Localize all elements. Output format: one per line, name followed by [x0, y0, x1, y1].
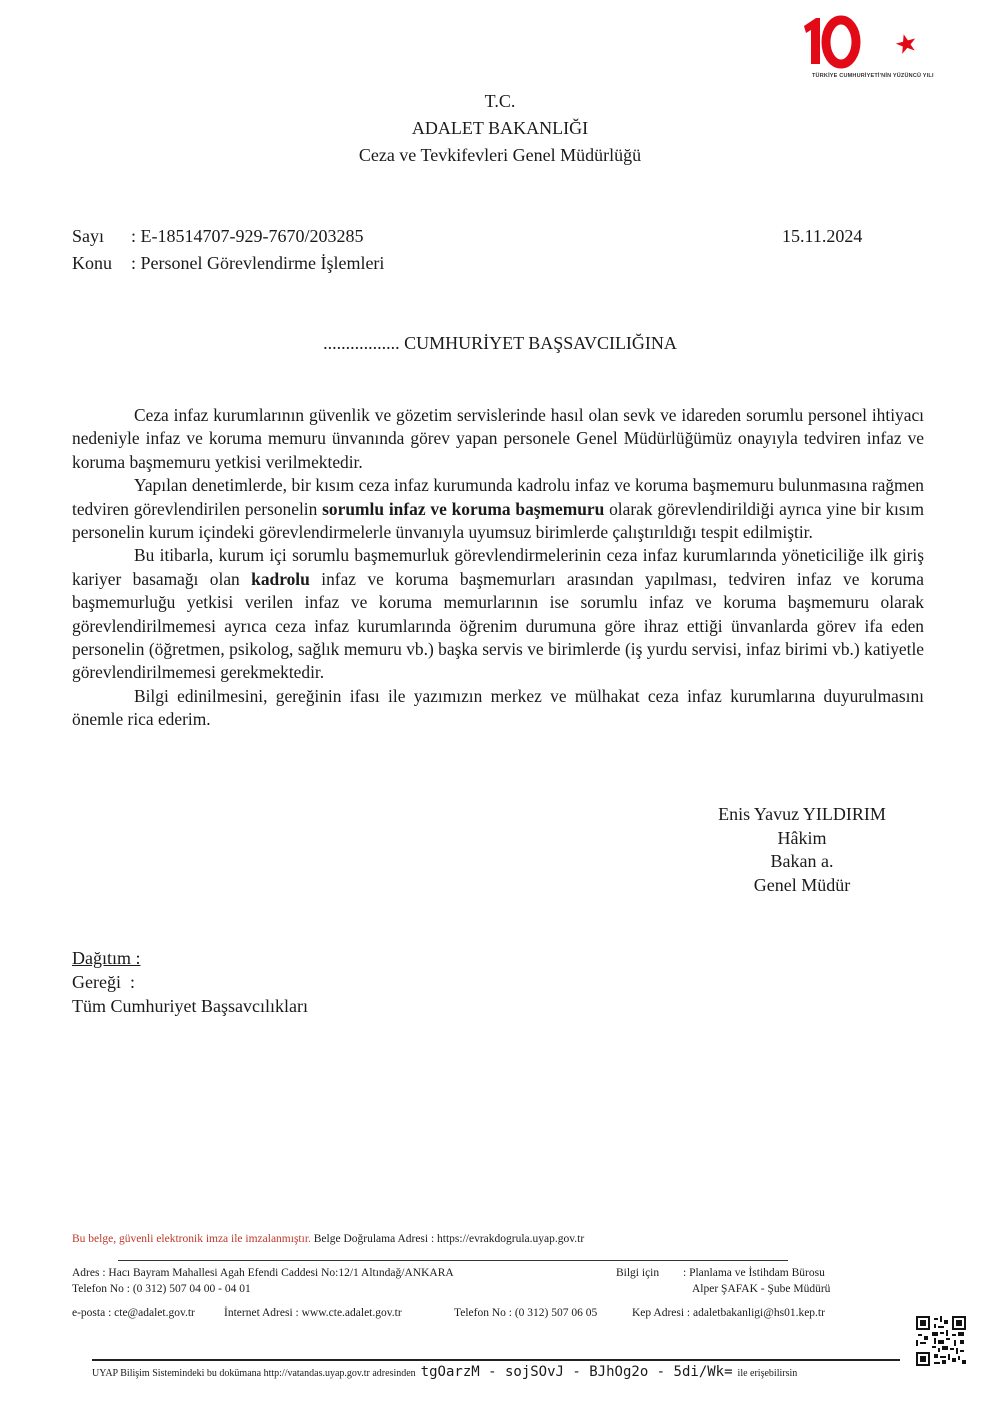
footer-internet[interactable]: İnternet Adresi : www.cte.adalet.gov.tr [224, 1307, 402, 1319]
paragraph-4: Bilgi edinilmesini, gereğinin ifası ile yazımızın merkez ve mülhakat ceza infaz kurumlarına duyurulmasını önemle rica ederim. [72, 685, 924, 730]
bottom-divider [92, 1359, 900, 1361]
footer-kep[interactable]: Kep Adresi : adaletbakanligi@hs01.kep.tr [632, 1307, 825, 1319]
footer-divider [118, 1260, 788, 1261]
signatory-title: Hâkim [777, 827, 827, 848]
signatory-position: Genel Müdür [753, 874, 851, 895]
footer-info-unit: : Planlama ve İstihdam Bürosu [683, 1267, 825, 1279]
emphasis-sorumlu: sorumlu infaz ve koruma başmemuru [322, 498, 605, 519]
logo-caption: TÜRKİYE CUMHURİYETİ'NİN YÜZÜNCÜ YILI [812, 73, 934, 79]
distribution-block [72, 946, 308, 1018]
qr-code [916, 1316, 966, 1366]
paragraph-2: Yapılan denetimlerde, bir kısım ceza infaz kurumunda kadrolu infaz ve koruma başmemuru bulunmasına rağmen tedviren görevlendirilen personelin sorumlu infaz ve koruma başmemuru olarak görevlendirildiği ayrıca yine bir kısım personelin kurum içindeki görevlendirmelerle ünvanıyla uyumsuz birimlerde çalıştırıldığı tespit edilmiştir. [72, 475, 924, 543]
footer-email[interactable]: e-posta : cte@adalet.gov.tr [72, 1307, 195, 1319]
footer-info-person: Alper ŞAFAK - Şube Müdürü [692, 1283, 831, 1295]
footer-info-label: Bilgi için [616, 1267, 660, 1279]
paragraph-1: Ceza infaz kurumlarının güvenlik ve gözetim servislerinde hasıl olan sevk ve idareden sorumlu personel ihtiyacı nedeniyle infaz ve koruma memuru ünvanında görev yapan personele Genel Müdürlüğümüz onayıyla tedviren infaz ve koruma başmemuru yetkisi verilmektedir. [72, 405, 924, 472]
uyap-notice [92, 1364, 797, 1382]
verification-address: Belge Doğrulama Adresi : https://evrakdogrula.uyap.gov.tr [310, 1233, 585, 1245]
signatory-name: Enis Yavuz YILDIRIM [718, 804, 886, 824]
document-date: 15.11.2024 [782, 226, 863, 246]
konu-value: : Personel Görevlendirme İşlemleri [131, 253, 385, 273]
esign-notice [72, 1231, 584, 1247]
distribution-recipient: Tüm Cumhuriyet Başsavcılıkları [72, 996, 308, 1016]
header-ministry: ADALET BAKANLIĞI [411, 118, 589, 138]
distribution-gereği: Gereği : [72, 972, 135, 992]
letter-body [72, 404, 924, 732]
signatory-role: Bakan a. [770, 851, 834, 871]
esign-red-text: Bu belge, güvenli elektronik imza ile imzalanmıştır. [72, 1233, 311, 1245]
qr-code-icon [916, 1316, 966, 1366]
uyap-post-text: ile erişebilirsin [737, 1368, 798, 1379]
centennial-logo-icon [798, 14, 922, 70]
signature-block [660, 803, 944, 897]
footer-phone2: Telefon No : (0 312) 507 06 05 [454, 1307, 598, 1319]
footer-phone: Telefon No : (0 312) 507 04 00 - 04 01 [72, 1283, 251, 1295]
distribution-label: Dağıtım : [72, 948, 141, 968]
emphasis-kadrolu: kadrolu [251, 568, 310, 589]
centennial-logo [798, 14, 934, 84]
uyap-code[interactable]: tgOarzM - sojSOvJ - BJhOg2o - 5di/Wk= [420, 1364, 733, 1380]
footer-address: Adres : Hacı Bayram Mahallesi Agah Efendi Caddesi No:12/1 Altındağ/ANKARA [72, 1267, 454, 1279]
header-directorate: Ceza ve Tevkifevleri Genel Müdürlüğü [358, 145, 642, 165]
konu-label: Konu [72, 253, 112, 273]
header-tc: T.C. [484, 91, 516, 111]
paragraph-3: Bu itibarla, kurum içi sorumlu başmemurluk görevlendirmelerinin ceza infaz kurumlarında yöneticiliğe ilk giriş kariyer basamağı olan kadrolu infaz ve koruma başmemurları arasından yapılması, tedviren infaz ve koruma başmemurluğu yetkisi verilen infaz ve koruma memurlarının ise sorumlu infaz ve koruma başmemuru olarak görevlendirilmemesi ayrıca ceza infaz kurumlarında öğrenim durumuna göre ihraz ettiği ünvanlarda görev ifa eden personelin (öğretmen, psikolog, sağlık memuru vb.) başka servis ve birimlerde (iş yurdu servisi, infaz birimi vb.) katiyetle görevlendirilmemesi gerekmektedir. [72, 545, 924, 683]
sayi-value: : E-18514707-929-7670/203285 [131, 226, 364, 246]
addressee: ................. CUMHURİYET BAŞSAVCILIĞINA [323, 333, 677, 353]
sayi-label: Sayı [72, 226, 105, 246]
uyap-pre-text: UYAP Bilişim Sistemindeki bu dokümana http://vatandas.uyap.gov.tr adresinden [92, 1368, 416, 1379]
